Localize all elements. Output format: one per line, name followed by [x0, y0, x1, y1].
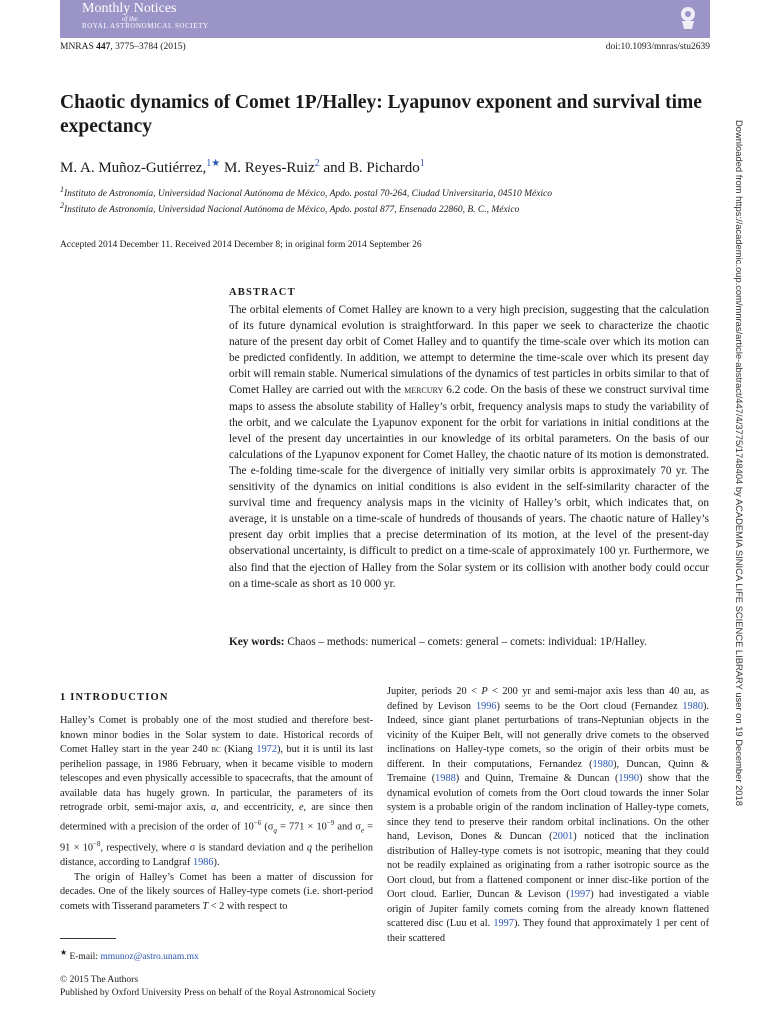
symbol-e: e [298, 802, 304, 813]
footnote-divider [60, 938, 116, 939]
ref-link-kiang[interactable]: 1972 [256, 744, 277, 755]
publication-dates: Accepted 2014 December 11. Received 2014 December 8; in original form 2014 September 26 [60, 240, 422, 250]
section-heading-introduction: 1 INTRODUCTION [60, 692, 169, 703]
affiliations [60, 184, 552, 216]
text-run: ), Duncan, Quinn & Tremaine ( [387, 758, 709, 784]
journal-banner [60, 0, 710, 38]
logo-line1: Monthly Notices [82, 1, 177, 16]
email-link[interactable]: mmunoz@astro.unam.mx [100, 952, 199, 963]
affiliation-2 [60, 200, 552, 216]
author-1: M. A. Muñoz-Gutiérrez, [60, 160, 207, 176]
exponent: −6 [253, 818, 262, 827]
text-run: The origin of Halley’s Comet has been a matter of discussion for decades. One of the likely sources of Halley-type comets (i.e. short-period comets with Tisserand parameters [60, 871, 373, 912]
footnote-mark: ★ [60, 948, 68, 957]
download-watermark-text: Downloaded from https://academic.oup.com/mnras/article-abstract/447/4/3775/1748404 by ACADEMIA SINICA LIFE SCIENCE LIBRARY user on 19 December 2018 [734, 120, 745, 806]
exponent: −8 [93, 840, 101, 849]
ref-link-duncan-quinn-tremaine[interactable]: 1988 [435, 773, 456, 784]
citation-rest: , 3775–3784 (2015) [110, 42, 186, 52]
text-run: ). Indeed, since giant planet perturbations of trans-Neptunian objects in the vicinity of the Kuiper Belt, will not generally drive comets to the observed inclinations on Halley-type comets, so the origin of their orbits must be different. In their computations, Fernandez ( [387, 700, 709, 770]
affiliation-1 [60, 184, 552, 200]
paper-title: Chaotic dynamics of Comet 1P/Halley: Lyapunov exponent and survival time expectancy [60, 92, 702, 137]
text-run: ), but it is until its last perihelion passage, in 1986 February, when it became visible to modern telescopes and even physically accessible to spacecrafts, that the amount of available data has hugely grown. In particular, the parameters of its retrograde orbit, semi-major axis, [60, 744, 373, 813]
author-2-affil-link[interactable]: 2 [314, 158, 320, 169]
intro-paragraph-2 [60, 871, 373, 915]
text-run: the perihelion distance, according to Landgraf [60, 842, 373, 869]
text-run: Jupiter, periods 20 < [387, 686, 482, 697]
subscript-q: q [273, 825, 277, 834]
copyright-line: © 2015 The Authors [60, 975, 139, 985]
affiliation-2-mark: 2 [60, 201, 64, 211]
journal-logo [82, 2, 209, 30]
author-3: and B. Pichardo [319, 160, 420, 176]
text-run: Halley’s Comet is probably one of the most studied and therefore best-known minor bodies in the Solar system to date. Historical records of Comet Halley start in the year 240 [60, 715, 373, 755]
logo-line3: ROYAL ASTRONOMICAL SOCIETY [82, 22, 209, 30]
text-run: = 91 × 10 [60, 820, 373, 854]
text-run: , and eccentricity, [216, 802, 299, 813]
text-run: ) and Quinn, Tremaine & Duncan ( [455, 773, 619, 784]
doi[interactable]: doi:10.1093/mnras/stu2639 [605, 42, 710, 52]
author-2: M. Reyes-Ruiz [220, 160, 315, 176]
column-left [60, 714, 373, 914]
ref-link-duncan-levison[interactable]: 1997 [569, 889, 591, 900]
text-run: , are since then determined with a precision of the order of 10 [60, 802, 373, 832]
subscript-e: e [360, 825, 365, 834]
text-run: = 771 × 10 [276, 820, 327, 832]
text-run: < 200 yr and semi-major axis less than 40 au, as defined by Levison [387, 686, 709, 712]
author-1-affil-link[interactable]: 1★ [206, 158, 221, 169]
text-run: ) show that the dynamical evolution of comets from the Oort cloud towards the inner Solar system is a probable origin of the random inclination of Halley-type comets, since they tend to preserve their random orbital inclinations. On the other hand, Levison, Dones & Duncan ( [387, 773, 710, 842]
ref-link-fernandez-2[interactable]: 1980 [592, 758, 614, 770]
footnote-label: E-mail: [67, 952, 101, 963]
citation [60, 42, 186, 52]
keywords [229, 636, 709, 648]
abstract-heading: ABSTRACT [229, 287, 296, 298]
ref-link-fernandez[interactable]: 1980 [682, 700, 703, 712]
ref-link-landgraf[interactable]: 1986 [192, 857, 214, 869]
intro-paragraph-2-continued [387, 685, 709, 946]
text-run: ). They found that approximately 1 per cent of their scattered [387, 918, 710, 944]
volume: 447 [96, 42, 111, 52]
ref-link-quinn-tremaine-duncan[interactable]: 1990 [618, 773, 639, 784]
text-run: < 2 with respect to [208, 900, 288, 912]
text-run: , respectively, where σ is standard deviation and [100, 842, 307, 854]
era-marker: bc [211, 744, 221, 755]
ref-link-luu[interactable]: 1997 [493, 918, 514, 929]
text-run: (Kiang [220, 744, 257, 755]
affiliation-1-mark: 1 [60, 185, 64, 194]
publisher-line: Published by Oxford University Press on behalf of the Royal Astronomical Society [60, 987, 376, 998]
exponent: −9 [326, 818, 335, 827]
footnote [60, 948, 199, 962]
author-list [60, 158, 425, 177]
text-run: and σ [334, 820, 361, 832]
logo-line2: of the [122, 15, 138, 23]
intro-paragraph-1 [60, 714, 373, 871]
affiliation-1-text: Instituto de Astronomía, Universidad Nacional Autónoma de México, Apdo. postal 70-264, Ciudad Universitaria, 04510 México [63, 189, 553, 200]
text-run: ) had investigated a viable origin of Jupiter family comets coming from the already known flattened scattered disc (Luu et al. [387, 889, 710, 929]
text-run: ) noticed that the inclination distribution of Halley-type comets is not isotropic, meaning that they could not be readily explained as originating from a rather isotropic source as the Oort cloud, but from a flattened component or inner disc-like portion of the Oort cloud. Earlier, Duncan & Levison ( [387, 831, 709, 900]
affiliation-2-text: Instituto de Astronomía, Universidad Nacional Autónoma de México, Apdo. postal 877, Ensenada 22860, B. C., México [63, 205, 520, 216]
abstract-text-a: The orbital elements of Comet Halley are known to a very high precision, suggesting that the calculation of its future dynamical evolution is straightforward. In this paper we seek to characterize the chaotic nature of the present day orbit of Comet Halley and to quantify the time-scale over which its motion can be predicted confidently. In addition, we attempt to determine the time-scale over which its present day orbit will remain stable. Numerical simulations of the dynamics of test particles in orbits similar to that of Comet Halley are carried out with the [229, 304, 709, 397]
abstract-body [229, 302, 709, 592]
copyright-block [60, 974, 376, 999]
symbol-q: q [306, 842, 313, 854]
keywords-text: Chaos – methods: numerical – comets: general – comets: individual: 1P/Halley. [284, 636, 648, 648]
text-run: (σ [261, 820, 274, 832]
society-crest-icon [678, 5, 698, 31]
column-right [387, 685, 709, 946]
text-run: ). [213, 857, 220, 869]
symbol-T: T [202, 900, 209, 912]
symbol-P: P [481, 686, 488, 697]
text-run: ) seems to be the Oort cloud (Fernandez [496, 700, 683, 712]
symbol-a: a [210, 802, 217, 813]
download-watermark [731, 120, 751, 960]
keywords-label: Key words: [229, 636, 285, 648]
citation-prefix: MNRAS [60, 42, 97, 52]
ref-link-levison-dones-duncan[interactable]: 2001 [552, 831, 574, 842]
author-3-affil-link[interactable]: 1 [419, 158, 425, 169]
ref-link-levison[interactable]: 1996 [475, 700, 497, 712]
code-name: mercury [404, 384, 444, 397]
abstract-text-b: 6.2 code. On the basis of these we construct survival time maps to assess the absolute stability of Halley’s orbit, frequency analysis maps to study the variability of the orbit, and we calculate the Lyapunov exponent for the orbit for variations in initial conditions at the level of the present day uncertainties in our knowledge of its orbital parameters. On the basis of our calculations of the Lyapunov exponent for Comet Halley, the chaotic nature of its motion is demonstrated. The e-folding time-scale for the divergence of initially very similar orbits is approximately 70 yr. The sensitivity of the dynamics on initial conditions is also evident in the self-similarity character of the survival time and frequency analysis maps in the vicinity of Halley’s orbit, which indicates that, on average, it is unstable on a time-scale of hundreds of thousands of years. The chaotic nature of Halley’s present day orbit implies that a precise determination of its motion, at the level of the present-day observational uncertainty, is difficult to predict on a time-scale of approximately 100 yr. Furthermore, we also find that the ejection of Halley from the Solar system or its collision with another body could occur on a time-scale as short as 10 000 yr. [229, 384, 709, 590]
